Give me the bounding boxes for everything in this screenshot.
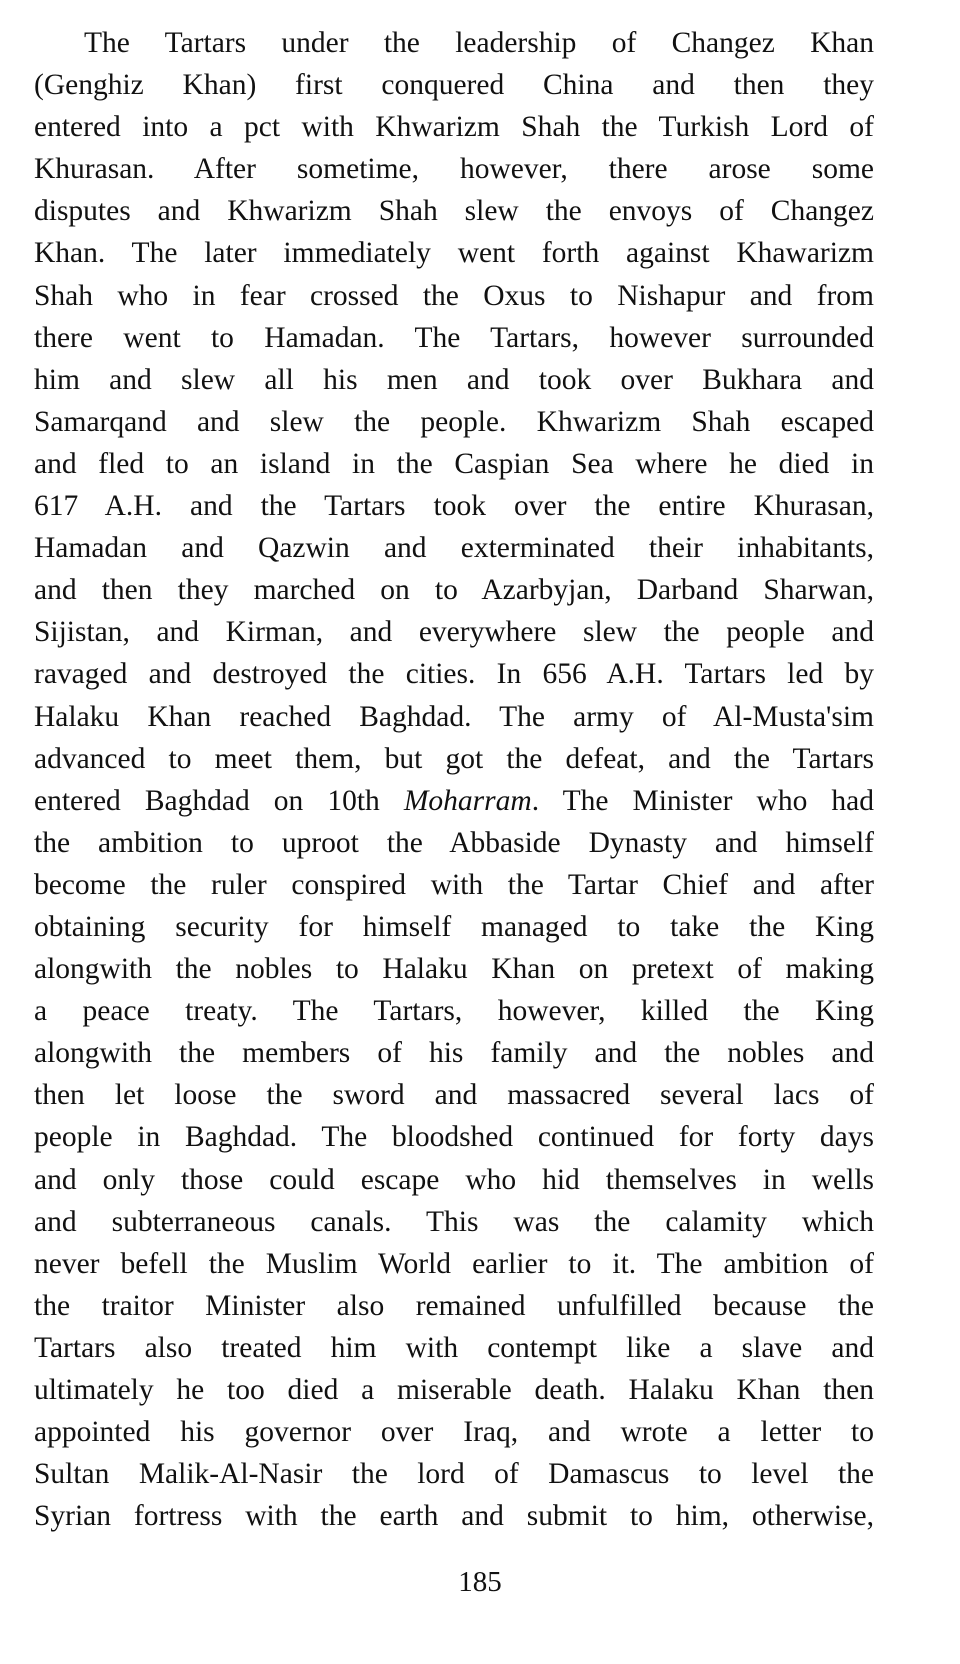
text-line: people in Baghdad. The bloodshed continued for forty days <box>34 1121 874 1154</box>
body-paragraph <box>34 22 874 1537</box>
text-line: alongwith the nobles to Halaku Khan on pretext of making <box>34 953 874 986</box>
text-line: Sultan Malik-Al-Nasir the lord of Damascus to level the <box>34 1458 874 1491</box>
line-text-before: entered Baghdad on 10th <box>34 784 404 817</box>
text-line: then let loose the sword and massacred several lacs of <box>34 1079 874 1112</box>
text-line: there went to Hamadan. The Tartars, however surrounded <box>34 321 874 354</box>
text-line: him and slew all his men and took over Bukhara and <box>34 363 874 396</box>
text-line: and only those could escape who hid themselves in wells <box>34 1163 874 1196</box>
text-line: advanced to meet them, but got the defeat, and the Tartars <box>34 742 874 775</box>
text-line: appointed his governor over Iraq, and wrote a letter to <box>34 1416 874 1449</box>
text-line: (Genghiz Khan) first conquered China and then they <box>34 69 874 102</box>
text-line: Shah who in fear crossed the Oxus to Nishapur and from <box>34 279 874 312</box>
text-line: the traitor Minister also remained unfulfilled because the <box>34 1289 874 1322</box>
text-line: and then they marched on to Azarbyjan, Darband Sharwan, <box>34 574 874 607</box>
text-line-with-italic <box>34 780 874 822</box>
text-line: and subterraneous canals. This was the calamity which <box>34 1205 874 1238</box>
text-line: disputes and Khwarizm Shah slew the envoys of Changez <box>34 195 874 228</box>
text-line: the ambition to uproot the Abbaside Dynasty and himself <box>34 826 874 859</box>
text-line: a peace treaty. The Tartars, however, killed the King <box>34 995 874 1028</box>
italic-term: Moharram <box>403 784 532 817</box>
text-line: Tartars also treated him with contempt like a slave and <box>34 1331 874 1364</box>
text-line: obtaining security for himself managed to take the King <box>34 910 874 943</box>
text-line: ultimately he too died a miserable death. Halaku Khan then <box>34 1374 874 1406</box>
line-text-after: . The Minister who had <box>531 784 874 817</box>
text-line: Khurasan. After sometime, however, there arose some <box>34 153 874 186</box>
text-line: become the ruler conspired with the Tartar Chief and after <box>34 868 874 901</box>
text-line: and fled to an island in the Caspian Sea where he died in <box>34 447 874 480</box>
text-line: Syrian fortress with the earth and submit to him, otherwise, <box>34 1500 874 1533</box>
text-line: Khan. The later immediately went forth against Khawarizm <box>34 237 874 270</box>
text-line: never befell the Muslim World earlier to it. The ambition of <box>34 1247 874 1280</box>
text-line: Halaku Khan reached Baghdad. The army of Al-Musta'sim <box>34 700 874 733</box>
text-line: ravaged and destroyed the cities. In 656 A.H. Tartars led by <box>34 658 874 691</box>
text-line: Hamadan and Qazwin and exterminated their inhabitants, <box>34 532 874 565</box>
text-line: alongwith the members of his family and the nobles and <box>34 1037 874 1070</box>
text-line: The Tartars under the leadership of Changez Khan <box>84 27 874 59</box>
text-line: Sijistan, and Kirman, and everywhere slew the people and <box>34 616 874 649</box>
text-line: entered into a pct with Khwarizm Shah the Turkish Lord of <box>34 111 874 144</box>
page-number: 185 <box>458 1566 502 1598</box>
text-line: 617 A.H. and the Tartars took over the entire Khurasan, <box>34 490 874 523</box>
text-line: Samarqand and slew the people. Khwarizm Shah escaped <box>34 405 874 438</box>
